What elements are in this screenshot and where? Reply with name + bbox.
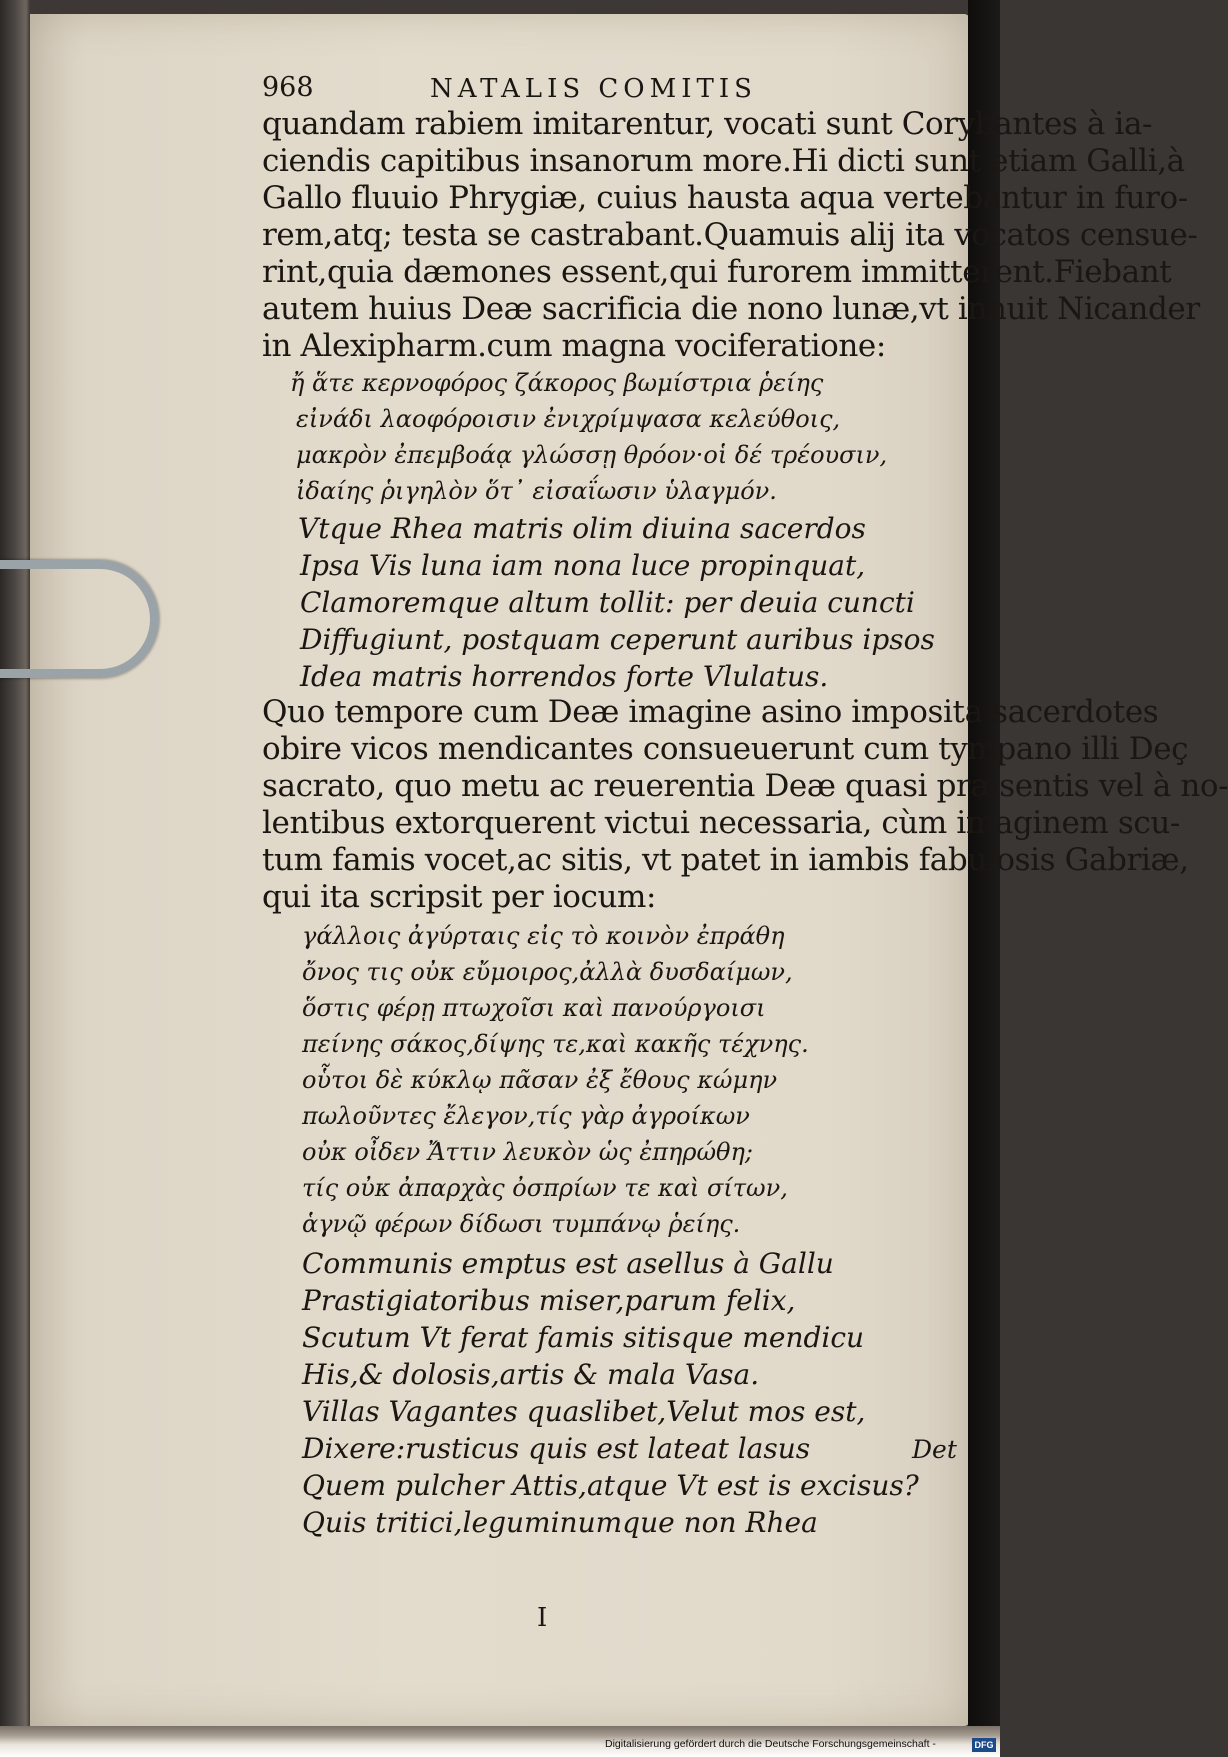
text-line: in Alexipharm.cum magna vociferatione: xyxy=(262,328,886,364)
greek-verse-line: ὄνος τις οὐκ εὔμοιρος,ἀλλὰ δυσδαίμων, xyxy=(302,958,793,986)
text-line: tum famis vocet,ac sitis, vt patet in iambis fabulosis Gabriæ, xyxy=(262,842,1189,878)
greek-verse-line: ἰδαίης ῥιγηλὸν ὅτ᾽ εἰσαΐωσιν ὑλαγμόν. xyxy=(296,477,777,505)
greek-verse-line: πωλοῦντες ἔλεγον,τίς γὰρ ἀγροίκων xyxy=(302,1102,750,1130)
greek-verse-line: γάλλοις ἀγύρταις εἰς τὸ κοινὸν ἐπράθη xyxy=(302,922,785,950)
latin-verse-line: Quem pulcher Attis,atque Vt est is excisus? xyxy=(302,1469,919,1502)
running-title: NATALIS COMITIS xyxy=(430,74,757,104)
page-number: 968 xyxy=(262,72,314,103)
text-line: Gallo fluuio Phrygiæ, cuius hausta aqua vertebantur in furo- xyxy=(262,180,1188,216)
latin-verse-line: Scutum Vt ferat famis sitisque mendicu xyxy=(302,1321,865,1354)
greek-verse-line: τίς οὐκ ἀπαρχὰς ὀσπρίων τε καὶ σίτων, xyxy=(302,1174,788,1202)
greek-verse-line: μακρὸν ἐπεμβοάᾳ γλώσσῃ θρόον·οἱ δέ τρέουσιν, xyxy=(296,441,888,469)
text-line: Quo tempore cum Deæ imagine asino imposita sacerdotes xyxy=(262,694,1159,730)
latin-verse-line: His,& dolosis,artis & mala Vasa. xyxy=(302,1358,760,1391)
paper-clip xyxy=(0,560,159,678)
text-line: autem huius Deæ sacrificia die nono lunæ,vt innuit Nicander xyxy=(262,291,1200,327)
latin-verse-line: Ipsa Vis luna iam nona luce propinquat, xyxy=(300,549,866,582)
text-line: lentibus extorquerent victui necessaria, cùm imaginem scu- xyxy=(262,805,1180,841)
text-line: obire vicos mendicantes consueuerunt cum tympano illi Deç xyxy=(262,731,1189,767)
latin-verse-line: Prastigiatoribus miser,parum felix, xyxy=(302,1284,796,1317)
greek-verse-line: ἤ ἅτε κερνοφόρος ζάκορος βωμίστρια ῥείης xyxy=(290,369,824,397)
latin-verse-line: Diffugiunt, postquam ceperunt auribus ipsos xyxy=(300,623,935,656)
text-line: qui ita scripsit per iocum: xyxy=(262,879,657,915)
dfg-logo: DFG xyxy=(972,1738,996,1752)
latin-verse-line: Idea matris horrendos forte Vlulatus. xyxy=(300,660,829,693)
text-line: quandam rabiem imitarentur, vocati sunt Corybantes à ia- xyxy=(262,106,1153,142)
greek-verse-line: οὗτοι δὲ κύκλῳ πᾶσαν ἐξ ἔθους κώμην xyxy=(302,1066,778,1094)
greek-verse-line: ὅστις φέρῃ πτωχοῖσι καὶ πανούργοισι xyxy=(302,994,766,1022)
latin-verse-line: Villas Vagantes quaslibet,Velut mos est, xyxy=(302,1395,866,1428)
greek-verse-line: οὐκ οἶδεν Ἄττιν λευκὸν ὡς ἐπηρώθη; xyxy=(302,1138,753,1166)
stray-mark: I xyxy=(537,1603,548,1633)
latin-verse-line: Vtque Rhea matris olim diuina sacerdos xyxy=(298,512,866,545)
latin-verse-line: Dixere:rusticus quis est lateat lasus xyxy=(302,1432,811,1465)
latin-verse-line: Communis emptus est asellus à Gallu xyxy=(302,1247,834,1280)
greek-verse-line: εἰνάδι λαοφόροισιν ἐνιχρίμψασα κελεύθοις, xyxy=(296,405,841,433)
digitization-credit: Digitalisierung gefördert durch die Deutsche Forschungsgemeinschaft - xyxy=(605,1738,936,1750)
text-line: rint,quia dæmones essent,qui furorem immitterent.Fiebant xyxy=(262,254,1172,290)
latin-verse-line: Clamoremque altum tollit: per deuia cuncti xyxy=(300,586,915,619)
greek-verse-line: πείνης σάκος,δίψης τε,καὶ κακῆς τέχνης. xyxy=(302,1030,809,1058)
latin-verse-line: Quis tritici,leguminumque non Rhea xyxy=(302,1506,818,1539)
text-line: sacrato, quo metu ac reuerentia Deæ quasi præsentis vel à no- xyxy=(262,768,1228,804)
greek-verse-line: ἁγνῷ φέρων δίδωσι τυμπάνῳ ῥείης. xyxy=(302,1210,741,1238)
catchword: Det xyxy=(912,1435,957,1464)
text-line: rem,atq; testa se castrabant.Quamuis alij ita vocatos censue- xyxy=(262,217,1198,253)
text-line: ciendis capitibus insanorum more.Hi dicti sunt etiam Galli,à xyxy=(262,143,1185,179)
